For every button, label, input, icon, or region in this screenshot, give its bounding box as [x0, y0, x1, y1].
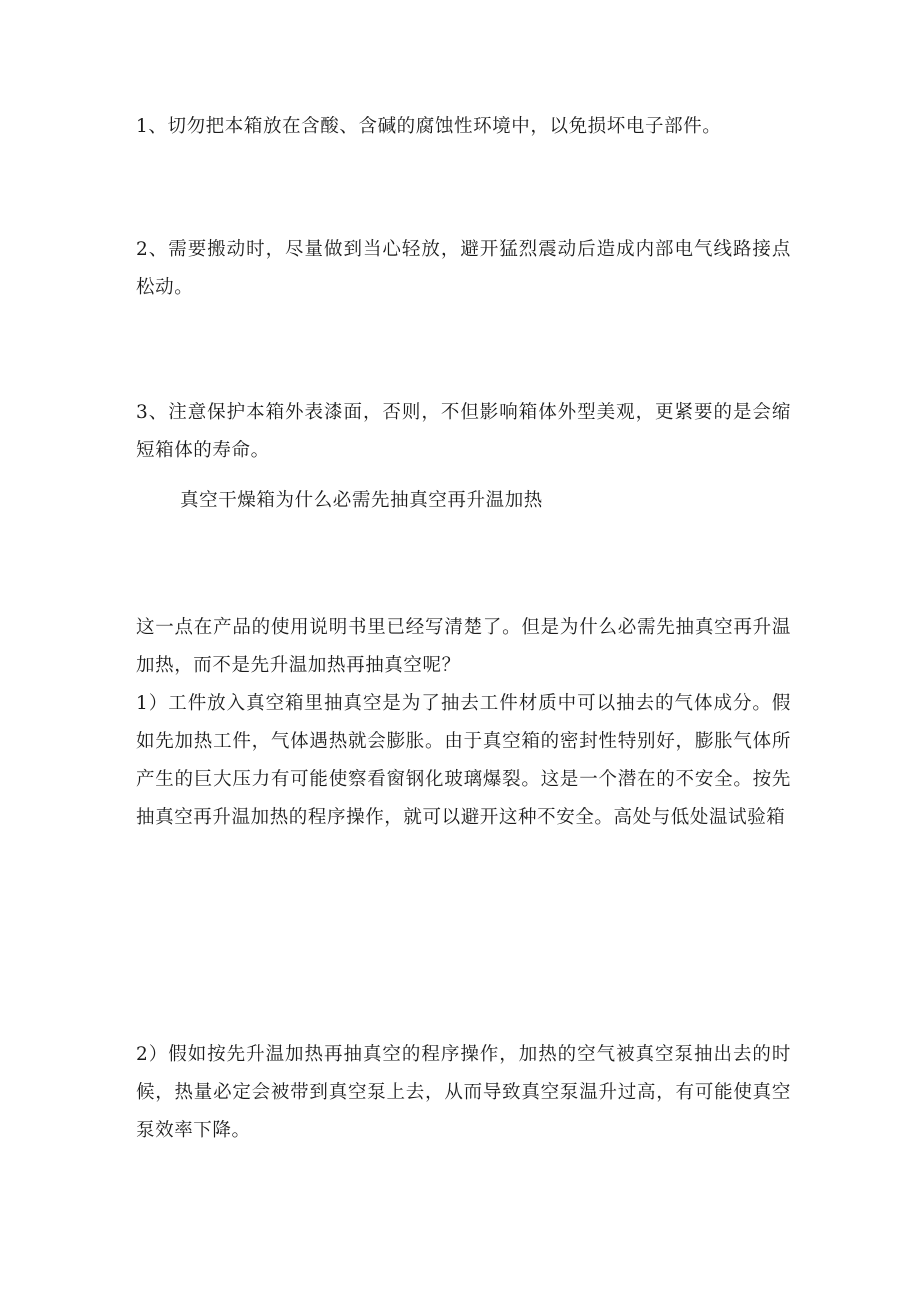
reason-paragraph-2: 2）假如按先升温加热再抽真空的程序操作，加热的空气被真空泵抽出去的时候，热量必定会被带到真空泵上去，从而导致真空泵温升过高，有可能使真空泵效率下降。 — [136, 1044, 791, 1141]
section-heading: 真空干燥箱为什么必需先抽真空再升温加热 — [180, 490, 543, 511]
reason-paragraph-1: 1）工件放入真空箱里抽真空是为了抽去工件材质中可以抽去的气体成分。假如先加热工件，气体遇热就会膨胀。由于真空箱的密封性特别好，膨胀气体所产生的巨大压力有可能使察看窗钢化玻璃爆裂。这是一个潜在的不安全。按先抽真空再升温加热的程序操作，就可以避开这种不安全。高处与低处温试验箱 — [136, 693, 791, 828]
intro-paragraph: 这一点在产品的使用说明书里已经写清楚了。但是为什么必需先抽真空再升温加热，而不是先升温加热再抽真空呢？ — [136, 617, 791, 676]
precaution-item-2: 2、需要搬动时，尽量做到当心轻放，避开猛烈震动后造成内部电气线路接点松动。 — [136, 239, 791, 298]
precaution-item-1: 1、切勿把本箱放在含酸、含碱的腐蚀性环境中，以免损坏电子部件。 — [136, 116, 722, 137]
precaution-item-3: 3、注意保护本箱外表漆面，否则，不但影响箱体外型美观，更紧要的是会缩短箱体的寿命。 — [136, 402, 791, 461]
explanation-block — [136, 609, 791, 837]
